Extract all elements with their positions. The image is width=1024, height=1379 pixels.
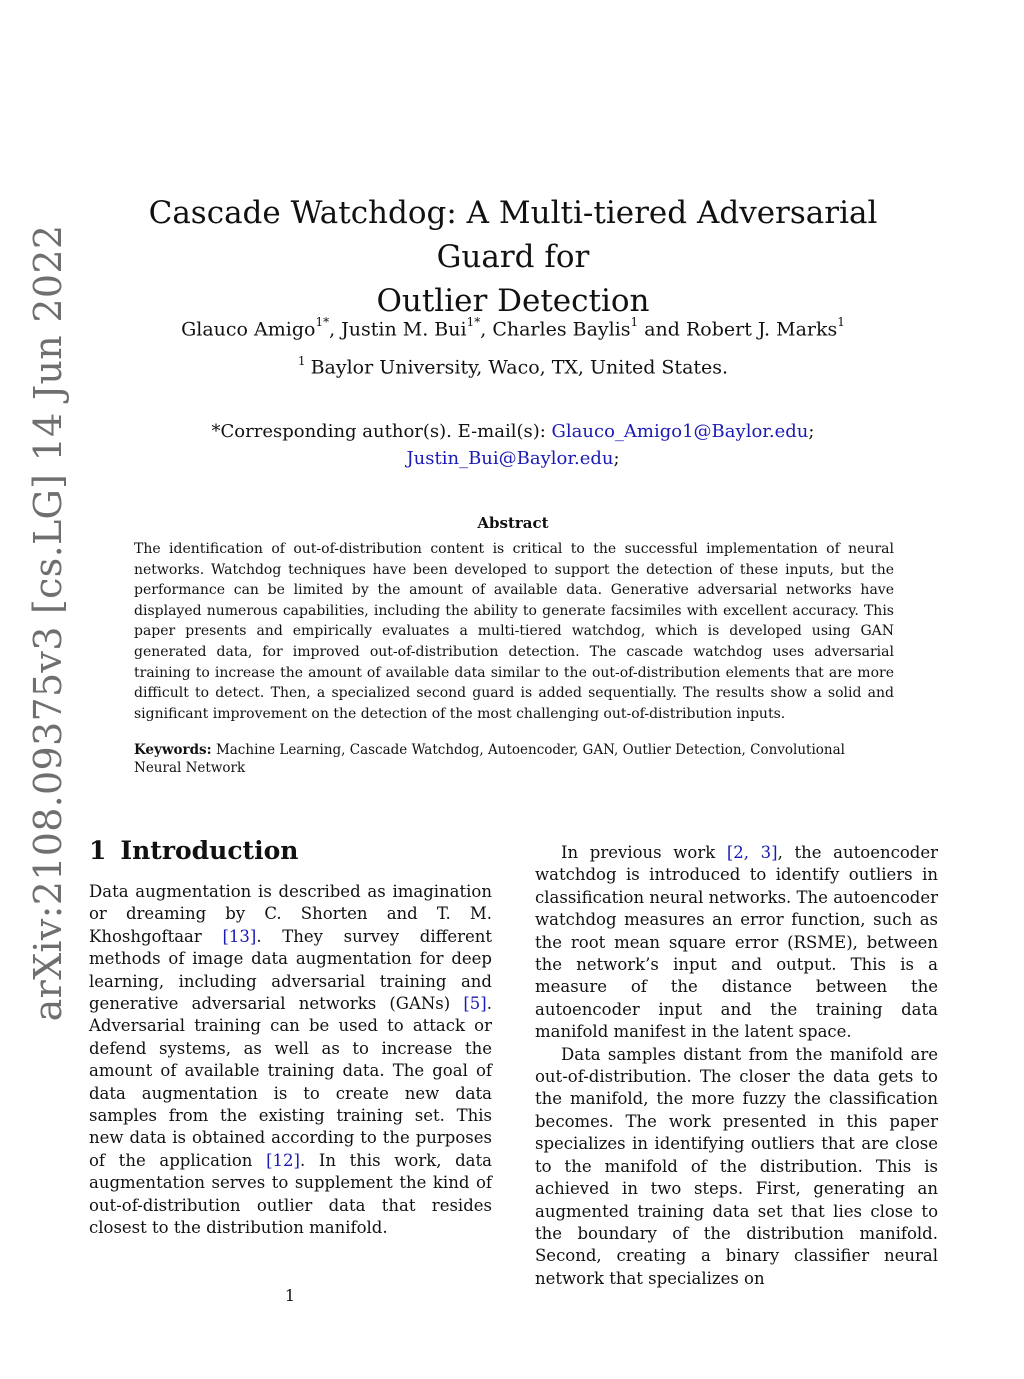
intro-paragraph-1: Data augmentation is described as imagination or dreaming by C. Shorten and T. M. Khoshgoftaar [13]. They survey different methods of image data augmentation for deep learning, including adversarial training and generative adversarial networks (GANs) [5]. Adversarial training can be used to attack or defend systems, as well as to increase the amount of available training data. The goal of data augmentation is to create new data samples from the existing training set. This new data is obtained according to the purposes of the application [12]. In this work, data augmentation serves to supplement the kind of out-of-distribution outlier data that resides closest to the distribution manifold. [89, 882, 492, 1238]
left-column [89, 881, 492, 1240]
keywords [134, 741, 894, 777]
author-affiliation-mark: 1* [315, 315, 330, 329]
keywords-text: Machine Learning, Cascade Watchdog, Autoencoder, GAN, Outlier Detection, Convolutional Neural Network [134, 742, 845, 776]
affiliation [100, 348, 926, 381]
citation-link[interactable]: [12] [266, 1150, 300, 1170]
citation-link[interactable]: [5] [463, 994, 487, 1014]
intro-paragraph-3: Data samples distant from the manifold are out-of-distribution. The closer the data gets to the manifold, the more fuzzy the classification becomes. The work presented in this paper specializes in identifying outliers that are close to the manifold of the distribution. This is achieved in two steps. First, generating an augmented training data set that lies close to the boundary of the distribution manifold. Second, creating a binary classifier neural network that specializes on [535, 1044, 938, 1288]
author-affiliation-mark: 1* [466, 315, 481, 329]
author-name: Justin M. Bui [341, 318, 467, 341]
email-link-2[interactable]: Justin_Bui@Baylor.edu [406, 448, 614, 469]
author-affiliation-mark: 1 [837, 315, 845, 329]
abstract-heading: Abstract [477, 514, 549, 532]
author-list: Glauco Amigo$^{1*}$, Justin M. Bui$^{1*}$, Charles Baylis$^1$ and Robert J. Marks$^1$ [181, 315, 845, 341]
corresponding-authors: *Corresponding author(s). E-mail(s): Glauco_Amigo1@Baylor.edu; Justin_Bui@Baylor.edu; [211, 421, 815, 469]
title-line-1: Cascade Watchdog: A Multi-tiered Adversarial Guard for [148, 195, 878, 275]
email-link-1[interactable]: Glauco_Amigo1@Baylor.edu [551, 421, 809, 442]
page-number: 1 [284, 1286, 296, 1305]
abstract-text: The identification of out-of-distribution content is critical to the successful implementation of neural networks. Watchdog techniques have been developed to support the detection of these inputs, but the performance can be limited by the amount of available data. Generative adversarial networks have displayed numerous capabilities, including the ability to generate facsimiles with excellent accuracy. This paper presents and empirically evaluates a multi-tiered watchdog, which is developed using GAN generated data, for improved out-of-distribution detection. The cascade watchdog uses adversarial training to increase the amount of available data similar to the out-of-distribution elements that are more difficult to detect. Then, a specialized second guard is added sequentially. The results show a solid and significant improvement on the detection of the most challenging out-of-distribution inputs. [134, 541, 894, 722]
author-affiliation-mark: 1 [630, 315, 639, 329]
author-name: Robert J. Marks [686, 318, 838, 341]
intro-paragraph-2: In previous work [2, 3], the autoencoder watchdog is introduced to identify outliers in classification neural networks. The autoencoder watchdog measures an error function, such as the root mean square error (RSME), between the network’s input and output. This is a measure of the distance between the autoencoder input and the training data manifold manifest in the latent space. [535, 843, 939, 1042]
section-heading-introduction [89, 834, 298, 868]
author-name: Glauco Amigo [181, 318, 316, 341]
right-column [535, 842, 938, 1290]
paper-title [110, 191, 916, 323]
citation-link[interactable]: [2, 3] [726, 843, 778, 862]
keywords-label: Keywords: [134, 742, 212, 758]
citation-link[interactable]: [13] [222, 926, 257, 946]
section-number: 1 [89, 836, 107, 865]
affiliation-text: Baylor University, Waco, TX, United States. [310, 356, 729, 379]
arxiv-identifier-stamp: arXiv:2108.09375v3 [cs.LG] 14 Jun 2022 [26, 224, 70, 1022]
section-title: Introduction [120, 836, 299, 865]
affiliation-mark: 1 [297, 354, 306, 368]
author-name: Charles Baylis [492, 318, 631, 341]
title-line-2: Outlier Detection [376, 283, 650, 319]
